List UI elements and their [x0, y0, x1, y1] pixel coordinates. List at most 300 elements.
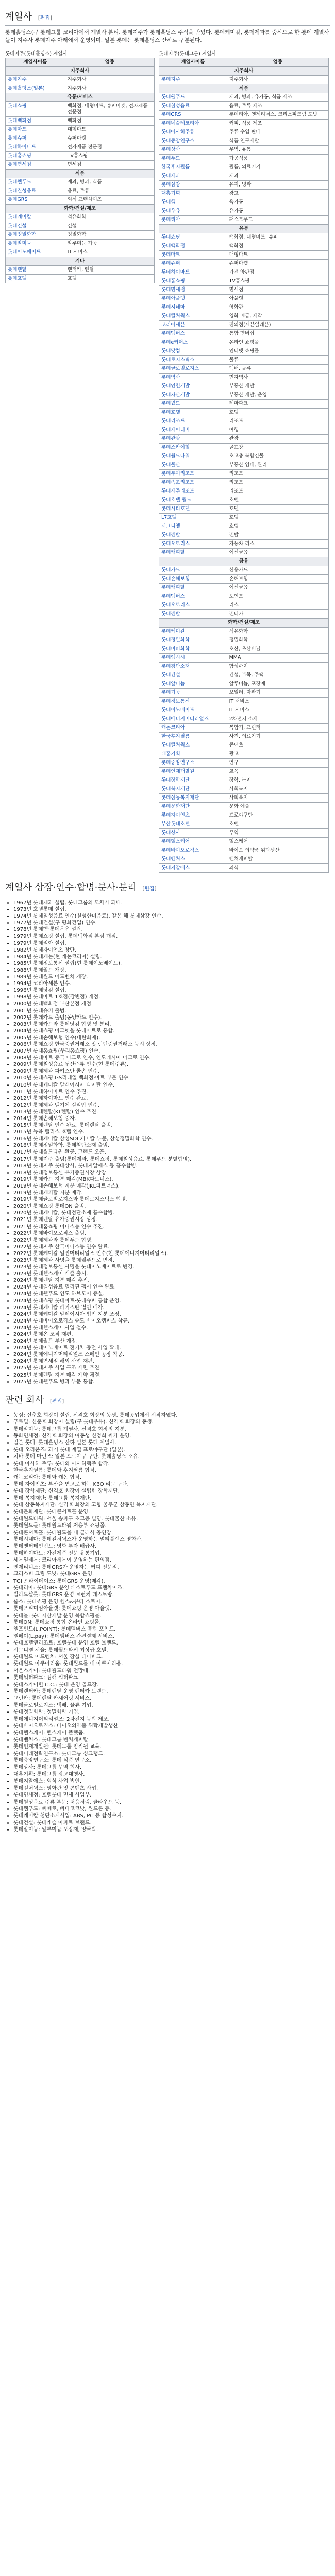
- history-item: • 2024년 롯데에너지머티리얼즈 스페인 공장 착공.: [13, 1351, 330, 1358]
- company-link[interactable]: 롯데상사: [159, 146, 227, 155]
- business-type: 정밀화학: [65, 231, 154, 240]
- related-item: • 롯데시네마: 롯데컬처웍스가 운영하는 멀티플렉스 영화관.: [13, 1536, 330, 1543]
- business-type: 바이오 의약품 위탁생산: [227, 846, 328, 855]
- company-link[interactable]: 롯데지알에스: [159, 864, 227, 873]
- business-type: 건설: [65, 222, 154, 231]
- business-type: 백화점, 대형마트, 슈퍼마켓, 전자제품 전문점: [65, 102, 154, 117]
- business-type: 주류 수입 판매: [227, 128, 328, 137]
- table-row: [159, 540, 329, 549]
- history-item: • 2017년 롯데지주 출범(롯데제과, 롯데쇼핑, 롯데칠성음료, 롯데푸드 분할합병).: [13, 1156, 330, 1163]
- related-item: • 롯데면세점: 호텔롯데 면세 사업부.: [13, 1792, 330, 1799]
- company-link[interactable]: 롯데면세점: [159, 286, 227, 295]
- company-link[interactable]: 롯데첨단소재: [159, 663, 227, 671]
- related-item: • 엘페이(L.pay): 롯데멤버스 간편결제 서비스.: [13, 1633, 330, 1640]
- business-type: 육가공: [227, 198, 328, 207]
- history-item: • 2002년 롯데카드 출범(동양카드 인수).: [13, 1014, 330, 1021]
- company-link[interactable]: 롯데지주: [6, 76, 65, 84]
- company-link[interactable]: 롯데리아: [159, 216, 227, 225]
- company-link[interactable]: 롯데웰푸드: [6, 178, 65, 187]
- section-heading-history: [5, 882, 330, 896]
- related-item: • 롯데월드타워: 서울 송파구 초고층 빌딩. 롯데물산 소유.: [13, 1516, 330, 1522]
- company-link[interactable]: 롯데이노베이트: [159, 706, 227, 715]
- business-type: 전자제품 전문점: [65, 143, 154, 152]
- related-item: • 시그니엘 서울: 롯데월드타워 최상급 호텔.: [13, 1647, 330, 1654]
- section-heading-related: [5, 1395, 330, 1409]
- business-type: 보일러, 자판기: [227, 689, 328, 698]
- company-link[interactable]: 롯데정밀화학: [6, 231, 65, 240]
- related-item: • 롯데건설: 롯데캐슬 아파트 브랜드.: [13, 1820, 330, 1826]
- history-item: • 2006년 롯데쇼핑 한국증권거래소 및 런던증권거래소 동시 상장.: [13, 1041, 330, 1048]
- table-row: [159, 409, 329, 417]
- company-link[interactable]: 롯데호텔 월드: [159, 496, 227, 505]
- company-link[interactable]: 롯데렌탈: [159, 610, 227, 619]
- company-link[interactable]: 롯데월드: [159, 400, 227, 409]
- table-row: [159, 479, 329, 487]
- table-row: [159, 645, 329, 654]
- table-group-row: [6, 93, 155, 102]
- company-link[interactable]: 한국후지필름: [159, 163, 227, 172]
- company-link[interactable]: 롯데스카이힐: [159, 444, 227, 452]
- company-link[interactable]: 롯데슈퍼: [159, 260, 227, 268]
- company-link[interactable]: 롯데푸드: [159, 155, 227, 163]
- business-type: 헬스케어: [227, 838, 328, 846]
- company-link[interactable]: 롯데부여리조트: [159, 470, 227, 479]
- business-type: 제과: [227, 172, 328, 181]
- table-row: [159, 295, 329, 303]
- company-link[interactable]: 롯데마트: [159, 251, 227, 260]
- table-row: [159, 628, 329, 636]
- company-link[interactable]: 롯데GRS: [6, 196, 65, 205]
- related-item: • 롯데케미칼 첨단소재사업: ABS, PC 등 합성수지.: [13, 1812, 330, 1819]
- related-item: • 롯데스카이힐 C.C.: 롯데 운영 골프장.: [13, 1682, 330, 1688]
- company-link[interactable]: 롯데비피화학: [159, 645, 227, 654]
- company-link[interactable]: 롯데문화재단: [159, 803, 227, 811]
- group-title: 유통/서비스: [6, 93, 155, 102]
- company-link[interactable]: 롯데제주리조트: [159, 487, 227, 496]
- table-row: [159, 733, 329, 741]
- related-item: • 엔제리너스: 롯데GRS가 운영하는 커피 전문점.: [13, 1564, 330, 1571]
- business-type: IT 서비스: [65, 248, 154, 257]
- company-link[interactable]: 롯데알미늄: [159, 680, 227, 689]
- company-link[interactable]: 롯데홈쇼핑: [6, 152, 65, 161]
- related-item: • 치바 롯데 마린즈: 일본 프로야구 구단. 롯데홀딩스 소유.: [13, 1453, 330, 1460]
- history-item: • 2024년 롯데쇼핑 롯데마트·롯데슈퍼 통합 운영.: [13, 1298, 330, 1304]
- business-type: 호텔: [65, 275, 154, 283]
- company-link[interactable]: 롯데바이오로직스: [159, 846, 227, 855]
- business-type: 리조트: [227, 479, 328, 487]
- history-item: • 2024년 롯데바이오로직스 송도 바이오캠퍼스 착공.: [13, 1318, 330, 1325]
- company-link[interactable]: 롯데렌탈: [6, 266, 65, 275]
- business-type: 필름, 의료기기: [227, 163, 328, 172]
- company-link[interactable]: 롯데렌탈: [159, 531, 227, 540]
- history-item: • 2015년 롯데렌탈 인수 완료. 롯데렌탈 출범.: [13, 1122, 330, 1129]
- company-link[interactable]: 롯데우유: [159, 207, 227, 216]
- edit-section-link[interactable]: [편집]: [50, 1398, 64, 1404]
- table-row: [159, 750, 329, 759]
- section-title: 관련 회사: [5, 1394, 44, 1405]
- company-link[interactable]: 롯데e커머스: [159, 338, 227, 347]
- history-item: • 2010년 롯데케미칼 말레이시아 타이탄 인수.: [13, 1082, 330, 1089]
- company-link[interactable]: 롯데자산개발: [159, 391, 227, 400]
- table-row: [159, 374, 329, 382]
- company-link[interactable]: 롯데홈쇼핑: [159, 277, 227, 286]
- company-link[interactable]: 롯데알미늄: [6, 240, 65, 248]
- left-column: [5, 48, 155, 873]
- business-type: 알루미늄, 포장재: [227, 680, 328, 689]
- table-row: [159, 785, 329, 794]
- table-row: [159, 654, 329, 663]
- company-link[interactable]: 롯데칠성음료: [159, 102, 227, 111]
- table-row: [159, 120, 329, 128]
- company-link[interactable]: 롯데상사: [159, 829, 227, 838]
- related-item: • 롯데 장학재단: 신격호 회장이 설립한 장학재단.: [13, 1488, 330, 1495]
- company-link[interactable]: 롯데마트: [6, 126, 65, 134]
- business-type: 교육: [227, 768, 328, 776]
- table-row: [159, 514, 329, 522]
- business-type: 석유화학: [227, 628, 328, 636]
- table-row: [159, 470, 329, 479]
- history-item: • 1985년 롯데정보통신 설립(현 롯데이노베이트).: [13, 960, 330, 967]
- company-link[interactable]: 롯데삼동복지재단: [159, 794, 227, 803]
- company-link[interactable]: 롯데캐피탈: [159, 584, 227, 592]
- company-link[interactable]: 롯데하이마트: [6, 143, 65, 152]
- company-link[interactable]: 롯데GRS: [159, 111, 227, 120]
- history-item: • 1982년 롯데자이언츠 창단.: [13, 947, 330, 954]
- business-type: 사회복지: [227, 794, 328, 803]
- left-table-caption: 롯데지주(롯데홀딩스) 계열사: [5, 51, 68, 57]
- company-link[interactable]: 롯데아사히주류: [159, 128, 227, 137]
- business-type: 여신금융: [227, 584, 328, 592]
- table-row: [6, 126, 155, 134]
- business-type: 패스트푸드: [227, 216, 328, 225]
- related-item: • 롯데컬처웍스: 영화관 및 콘텐츠 사업.: [13, 1785, 330, 1792]
- history-item: • 2024년 롯데온 조직 재편.: [13, 1331, 330, 1338]
- history-item: • 2015년 뉴욕 팰리스 호텔 인수.: [13, 1129, 330, 1136]
- history-item: • 2021년 롯데렌탈 유가증권시장 상장.: [13, 1216, 330, 1223]
- right-table-caption: 롯데지주(롯데그룹) 계열사: [159, 51, 216, 57]
- table-row: [159, 181, 329, 190]
- related-item: • 서울스카이: 롯데월드타워 전망대.: [13, 1668, 330, 1674]
- related-item: • 롯데웰푸드: 빼빼로, 빠다코코낫, 월드콘 등.: [13, 1806, 330, 1812]
- business-type: 알루미늄 가공: [65, 240, 154, 248]
- business-type: 커피, 식품 제조: [227, 120, 328, 128]
- company-link[interactable]: 롯데건설: [6, 222, 65, 231]
- related-item: • 롭스: 롯데쇼핑 운영 헬스&뷰티 스토어.: [13, 1599, 330, 1605]
- table-row: [159, 803, 329, 811]
- related-item: • 대홍기획: 롯데그룹 광고대행사.: [13, 1771, 330, 1778]
- business-type: 외식: [227, 864, 328, 873]
- business-type: 유가공: [227, 207, 328, 216]
- table-row: [159, 277, 329, 286]
- table-row: [159, 864, 329, 873]
- business-type: 온라인 쇼핑몰: [227, 338, 328, 347]
- history-item: • 2017년 롯데월드타워 완공, 그랜드 오픈.: [13, 1149, 330, 1156]
- table-row: [6, 143, 155, 152]
- company-link[interactable]: 롯데멤버스: [159, 592, 227, 601]
- group-title: 화학/건설/제조: [159, 619, 329, 628]
- table-row: [159, 76, 329, 84]
- business-type: 롯데리아, 엔제리너스, 크리스피크림 도넛: [227, 111, 328, 120]
- company-link[interactable]: 롯데엠시시: [159, 654, 227, 663]
- company-link[interactable]: 롯데백화점: [6, 117, 65, 126]
- history-item: • 2019년 롯데손해보험 지분 매각(JKL파트너스).: [13, 1183, 330, 1190]
- business-type: 콘텐츠: [227, 741, 328, 750]
- history-item: • 2021년 롯데홈쇼핑 미니스톱 인수 추진.: [13, 1224, 330, 1230]
- company-link[interactable]: 롯데중앙연구소: [159, 137, 227, 146]
- company-link[interactable]: 롯데캐피탈: [159, 549, 227, 557]
- business-type: 영화관: [227, 303, 328, 312]
- company-link[interactable]: 롯데글로벌로지스: [159, 365, 227, 374]
- company-link[interactable]: 부산롯데호텔: [159, 820, 227, 829]
- company-link[interactable]: 롯데컬처웍스: [159, 741, 227, 750]
- business-type: 벤처캐피탈: [227, 855, 328, 864]
- company-link[interactable]: 롯데홀딩스(일본): [6, 84, 65, 93]
- company-link[interactable]: 롯데쇼핑: [159, 233, 227, 242]
- company-link[interactable]: 롯데아울렛: [159, 295, 227, 303]
- company-link[interactable]: 캐논코리아: [159, 724, 227, 733]
- history-item: • 1979년 롯데쇼핑 설립, 롯데백화점 본점 개점.: [13, 933, 330, 940]
- related-item: • 롯데 오리온즈: 과거 롯데 계열 프로야구단 (일본).: [13, 1447, 330, 1453]
- group-title: 지주회사: [6, 67, 155, 76]
- table-row: [159, 251, 329, 260]
- table-row: [159, 715, 329, 724]
- related-item: • 롯데월드몰: 롯데월드타워 저층부 쇼핑몰.: [13, 1522, 330, 1529]
- table-row: [159, 592, 329, 601]
- history-item: • 2024년 롯데면세점 해외 사업 재편.: [13, 1358, 330, 1365]
- history-item: • 2000년 롯데백화점 부산본점 개점.: [13, 1001, 330, 1007]
- company-link[interactable]: 롯데닷컴: [159, 347, 227, 356]
- table-row: [159, 347, 329, 356]
- company-link[interactable]: 대흥기획: [159, 190, 227, 198]
- business-type: TV홈쇼핑: [65, 152, 154, 161]
- affiliate-tables: [5, 48, 330, 873]
- company-link[interactable]: 롯데건설: [159, 671, 227, 680]
- company-link[interactable]: 롯데관광: [159, 435, 227, 444]
- history-item: • 2018년 롯데정보통신 유가증권시장 상장.: [13, 1170, 330, 1176]
- company-link[interactable]: 시그니엘: [159, 522, 227, 531]
- company-link[interactable]: 롯데제과: [159, 172, 227, 181]
- table-row: [159, 102, 329, 111]
- company-link[interactable]: 롯데멤버스: [159, 330, 227, 338]
- table-row: [159, 321, 329, 330]
- company-link[interactable]: 롯데자이언츠: [159, 811, 227, 820]
- history-item: • 2025년 롯데웰푸드 빙과 부문 통합.: [13, 1379, 330, 1385]
- table-row: [159, 531, 329, 540]
- company-link[interactable]: 롯데손해보험: [159, 575, 227, 584]
- history-item: • 2019년 롯데카드 지분 매각(MBK파트너스).: [13, 1176, 330, 1183]
- related-item: • 롯데상사: 롯데그룹 무역 회사.: [13, 1764, 330, 1771]
- history-item: • 1978년 롯데햄·롯데우유 설립.: [13, 926, 330, 933]
- company-link[interactable]: 롯데인재개발원: [159, 768, 227, 776]
- history-item: • 1988년 롯데월드 개장.: [13, 967, 330, 974]
- table-row: [159, 741, 329, 750]
- company-link[interactable]: 대홍기획: [159, 750, 227, 759]
- company-link[interactable]: 롯데오토리스: [159, 540, 227, 549]
- company-link[interactable]: 코리아세븐: [159, 321, 227, 330]
- company-link[interactable]: 롯데제이티비: [159, 426, 227, 435]
- table-row: [6, 187, 155, 196]
- company-link[interactable]: 롯데인천개발: [159, 382, 227, 391]
- company-link[interactable]: 롯데로지스틱스: [159, 356, 227, 365]
- table-row: [159, 286, 329, 295]
- table-row: [159, 93, 329, 102]
- business-type: 프로야구단: [227, 811, 328, 820]
- history-item: • 2024년 롯데헬스케어 사업 철수.: [13, 1325, 330, 1331]
- history-item: • 2009년 롯데제과 파키스탄 콜손 인수.: [13, 1068, 330, 1075]
- company-link[interactable]: 롯데이노베이트: [6, 248, 65, 257]
- table-row: [159, 365, 329, 374]
- history-item: • 2008년 롯데마트 중국 마크로 인수, 인도네시아 마크로 인수.: [13, 1055, 330, 1061]
- table-row: [159, 838, 329, 846]
- history-item: • 1967년 롯데제과 설립, 롯데그룹의 모체가 되다.: [13, 900, 330, 906]
- related-item: • 롯데리아: 롯데GRS 운영 패스트푸드 프랜차이즈.: [13, 1585, 330, 1591]
- company-link[interactable]: 롯데백화점: [159, 242, 227, 251]
- company-link[interactable]: 롯데웰푸드: [159, 93, 227, 102]
- table-row: [159, 505, 329, 514]
- company-link[interactable]: 한국후지필름: [159, 733, 227, 741]
- related-item: • 엘포인트(L.POINT): 롯데멤버스 통합 포인트.: [13, 1626, 330, 1633]
- company-link[interactable]: 롯데쇼핑: [6, 102, 65, 117]
- table-row: [6, 161, 155, 170]
- related-item: • 푸르밀: 신준호 회장이 설립(구 롯데우유). 신격호 회장의 동생.: [13, 1419, 330, 1426]
- company-link[interactable]: 롯데호텔: [6, 275, 65, 283]
- history-item: • 2003년 롯데카드와 롯데닷컴 합병 및 분리.: [13, 1021, 330, 1028]
- related-item: • 롯데중앙연구소: 롯데 식품 연구소.: [13, 1757, 330, 1764]
- right-column: [159, 48, 329, 873]
- related-item: • TGI 프라이데이스: 롯데GRS 운영(매각).: [13, 1578, 330, 1585]
- history-item: • 1996년 롯데닷컴 설립.: [13, 987, 330, 994]
- company-link[interactable]: 롯데역사: [159, 374, 227, 382]
- table-row: [6, 275, 155, 283]
- business-type: 백화점: [65, 117, 154, 126]
- company-link[interactable]: 롯데기공: [159, 689, 227, 698]
- related-item: • 롯데에너지머티리얼즈: 2차전지 동박 제조.: [13, 1716, 330, 1723]
- history-item: • 2012년 롯데하이마트 인수 완료.: [13, 1095, 330, 1102]
- history-item: • 2024년 롯데웰푸드 인도 하브모어 증설.: [13, 1291, 330, 1297]
- group-title: 지주회사: [159, 67, 329, 76]
- company-link[interactable]: 롯데에너지머티리얼즈: [159, 715, 227, 724]
- table-group-row: [159, 84, 329, 93]
- group-title: 화학/건설/제조: [6, 205, 155, 213]
- company-link[interactable]: 롯데물산: [159, 461, 227, 470]
- related-item: • 롯데헬스케어: 헬스케어 플랫폼.: [13, 1730, 330, 1736]
- company-link[interactable]: 롯데월드타워: [159, 452, 227, 461]
- business-type: 광고: [227, 750, 328, 759]
- history-item: • 1974년 롯데칠성음료 인수(칠성한미음료). 같은 해 롯데삼강 인수.: [13, 913, 330, 920]
- company-link[interactable]: 롯데벤처스: [159, 855, 227, 864]
- company-link[interactable]: 롯데하이마트: [159, 268, 227, 277]
- table-group-row: [6, 170, 155, 178]
- table-row: [159, 601, 329, 610]
- business-type: 부동산 개발, 운영: [227, 391, 328, 400]
- business-type: 포인트: [227, 592, 328, 601]
- business-type: 건설, 토목, 주택: [227, 671, 328, 680]
- business-type: 골프장: [227, 444, 328, 452]
- company-link[interactable]: 롯데시네마: [159, 303, 227, 312]
- business-type: 지주회사: [65, 84, 154, 93]
- related-item: • 일본 롯데: 롯데홀딩스 산하 일본 롯데 계열사.: [13, 1439, 330, 1446]
- company-link[interactable]: 롯데삼강: [159, 181, 227, 190]
- table-row: [159, 575, 329, 584]
- table-row: [159, 155, 329, 163]
- history-item: • 1984년 롯데캐논(현 캐논코리아) 설립.: [13, 954, 330, 960]
- group-title: 식품: [159, 84, 329, 93]
- company-link[interactable]: 롯데케미칼: [6, 213, 65, 222]
- table-row: [6, 240, 155, 248]
- company-link[interactable]: 롯데정밀화학: [159, 636, 227, 645]
- company-link[interactable]: 롯데장학재단: [159, 776, 227, 785]
- table-row: [159, 663, 329, 671]
- business-type: 호텔: [227, 505, 328, 514]
- table-row: [159, 400, 329, 409]
- company-link[interactable]: 롯데햄: [159, 198, 227, 207]
- company-link[interactable]: 롯데복지재단: [159, 785, 227, 794]
- company-link[interactable]: 롯데카드: [159, 566, 227, 575]
- related-list: [5, 1412, 330, 1834]
- group-title: 유통: [159, 225, 329, 233]
- company-link[interactable]: 롯데슈퍼: [6, 134, 65, 143]
- company-link[interactable]: 롯데오토리스: [159, 601, 227, 610]
- company-link[interactable]: 롯데칠성음료: [6, 187, 65, 196]
- company-link[interactable]: 롯데리조트: [159, 417, 227, 426]
- table-row: [159, 584, 329, 592]
- edit-section-link[interactable]: [편집]: [142, 886, 157, 892]
- table-row: [159, 496, 329, 505]
- business-type: 지주회사: [227, 76, 328, 84]
- history-item: • 2013년 롯데렌탈(KT렌탈) 인수 추진.: [13, 1109, 330, 1115]
- company-link[interactable]: 롯데헬스케어: [159, 838, 227, 846]
- company-link[interactable]: 롯데케미칼: [159, 628, 227, 636]
- company-link[interactable]: 롯데호텔: [159, 409, 227, 417]
- related-item: • 롯데인재개발원: 롯데그룹 임직원 교육.: [13, 1743, 330, 1750]
- group-title: 기타: [6, 257, 155, 266]
- related-item: • 롯데벤처스: 롯데그룹 벤처캐피탈.: [13, 1737, 330, 1743]
- company-link[interactable]: 롯데컬처웍스: [159, 312, 227, 321]
- table-row: [159, 724, 329, 733]
- section-title: 계열사 상장·인수·합병·분사·분리: [5, 882, 137, 893]
- table-row: [159, 698, 329, 706]
- related-item: • 롯데프리미엄아울렛: 롯데쇼핑 운영 아울렛.: [13, 1605, 330, 1612]
- history-item: • 2022년 롯데바이오로직스 출범.: [13, 1230, 330, 1237]
- company-link[interactable]: 롯데네슬레코리아: [159, 120, 227, 128]
- history-item: • 2012년 롯데제과 벨기에 길리안 인수.: [13, 1102, 330, 1109]
- company-link[interactable]: 롯데면세점: [6, 161, 65, 170]
- business-type: 초고층 복합건물: [227, 452, 328, 461]
- related-item: • 롯데엔터테인먼트: 영화 투자 배급사.: [13, 1543, 330, 1550]
- company-link[interactable]: 롯데시티호텔: [159, 505, 227, 514]
- company-link[interactable]: 롯데정보통신: [159, 698, 227, 706]
- related-item: • 농심: 신춘호 회장이 설립. 신격호 회장의 동생. 롯데공업에서 시작하였다.: [13, 1412, 330, 1419]
- related-item: • 롯데월드 아쿠아리움: 롯데월드몰 내 아쿠아리움.: [13, 1660, 330, 1667]
- edit-section-link[interactable]: [편집]: [38, 15, 53, 21]
- company-link[interactable]: 롯데속초리조트: [159, 479, 227, 487]
- company-link[interactable]: 롯데지주: [159, 76, 227, 84]
- table-row: [159, 137, 329, 146]
- history-item: • 2018년 롯데지주 롯데상사, 롯데지알에스 등 흡수합병.: [13, 1163, 330, 1170]
- company-link[interactable]: 롯데중앙연구소: [159, 759, 227, 768]
- table-row: [159, 356, 329, 365]
- table-row: [159, 820, 329, 829]
- column-header: 업종: [65, 58, 154, 67]
- table-row: [159, 260, 329, 268]
- business-type: 부동산 개발: [227, 382, 328, 391]
- business-type: 합성수지: [227, 663, 328, 671]
- history-item: • 2020년 롯데케미칼, 롯데첨단소재 흡수합병.: [13, 1210, 330, 1216]
- table-row: [159, 610, 329, 619]
- history-item: • 2014년 롯데손해보험 증자.: [13, 1115, 330, 1122]
- table-row: [159, 111, 329, 120]
- company-link[interactable]: L7호텔: [159, 514, 227, 522]
